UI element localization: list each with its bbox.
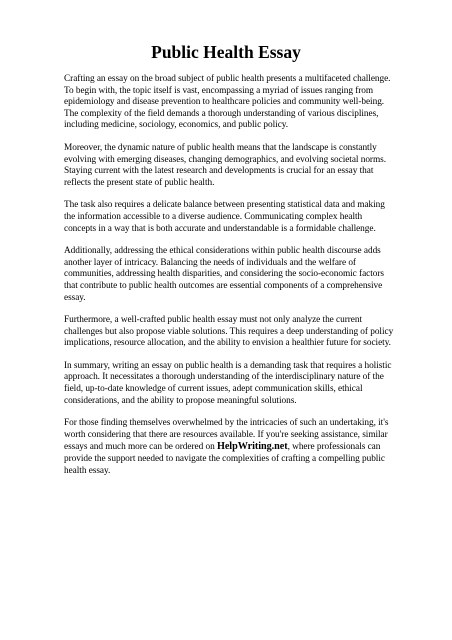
paragraph-resources [64,418,394,477]
helpwriting-link: HelpWriting.net [216,441,288,453]
paragraph-solutions: Furthermore, a well-crafted public health essay must not only analyze the current challenges but also propose viable solutions. This requires a deep understanding of policy implications, resource allocation, and the ability to envision a healthier future for society. [64,315,394,349]
resources-text-before: For those finding themselves overwhelmed by the intricacies of such an undertaking, it's worth considering that there are resources available. If you're seeking assistance, similar essays and much more can be ordered on [64,418,389,453]
paragraph-dynamic-nature: Moreover, the dynamic nature of public health means that the landscape is constantly evolving with emerging diseases, changing demographics, and evolving societal norms. Staying current with the latest research and developments is crucial for an essay that reflects the present state of public health. [64,142,386,188]
document-title: Public Health Essay [151,42,301,62]
paragraph-intro: Crafting an essay on the broad subject of public health presents a multifaceted challenge. To begin with, the topic itself is vast, encompassing a myriad of issues ranging from epidemiology and disease prevention to healthcare policies and community well-being. The complexity of the field demands a thorough understanding of various disciplines, including medicine, sociology, economics, and public policy. [64,74,391,131]
resources-text-after: , where professionals can provide the support needed to navigate the complexities of crafting a compelling public health essay. [64,442,385,476]
paragraph-balance: The task also requires a delicate balance between presenting statistical data and making the information accessible to a diverse audience. Communicating complex health concepts in a way that is both accurate and understandable is a formidable challenge. [64,200,385,234]
paragraph-summary: In summary, writing an essay on public health is a demanding task that requires a holistic approach. It necessitates a thorough understanding of the interdisciplinary nature of the field, up-to-date knowledge of current issues, adept communication skills, ethical considerations, and the ability to propose meaningful solutions. [64,360,392,406]
document-body [64,74,394,488]
paragraph-ethics: Additionally, addressing the ethical considerations within public health discourse adds another layer of intricacy. Balancing the needs of individuals and the welfare of communities, addressing health disparities, and considering the socio-economic factors that contribute to public health outcomes are essential components of a comprehensive essay. [64,246,384,303]
